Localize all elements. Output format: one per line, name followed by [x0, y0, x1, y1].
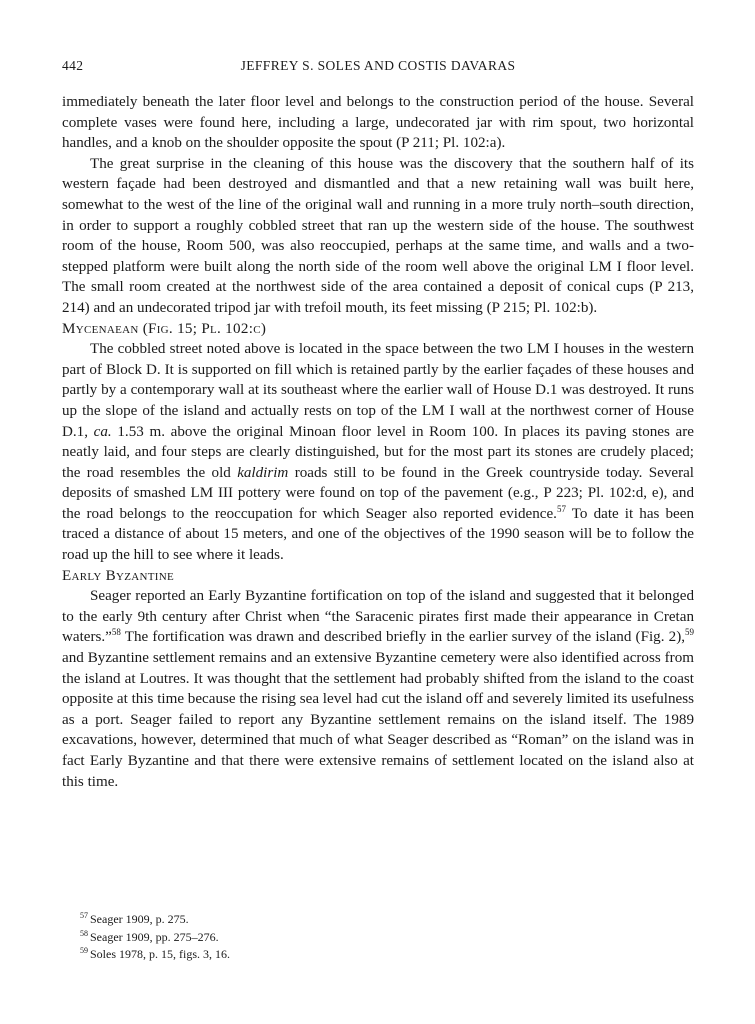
italic-ca: ca.	[93, 423, 112, 440]
footnote-number: 57	[80, 911, 88, 920]
footnote	[80, 929, 640, 947]
footnote-ref-57: 57	[556, 503, 566, 514]
page-header	[62, 58, 694, 78]
paragraph-byzantine	[62, 586, 694, 792]
section-heading-mycenaean: Mycenaean (Fig. 15; Pl. 102:c)	[62, 320, 267, 337]
footnote-text: Seager 1909, pp. 275–276.	[90, 929, 219, 944]
footnote-number: 58	[80, 928, 88, 938]
footnote	[80, 946, 640, 964]
footnote-ref-58: 58	[111, 627, 121, 638]
paragraph-facade: The great surprise in the cleaning of this house was the discovery that the southern half of its western façade had been destroyed and dismantled and that a new retaining wall was built here, somewhat to the west of the line of the original wall and running in a more truly north–south direction, in order to support a roughly cobbled street that ran up the western side of the house. The southwest room of the house, Room 500, was also reoccupied, perhaps at the same time, and walls and a two-stepped platform were built along the north side of the room well above the original LM I floor level. The small room created at the northwest side of the area contained a deposit of conical cups (P 213, 214) and an undecorated tripod jar with trefoil mouth, its feet missing (P 215; Pl. 102:b).	[62, 155, 694, 316]
footnote	[80, 911, 640, 929]
footnote-number: 59	[80, 946, 88, 955]
article-body	[62, 92, 694, 792]
italic-kaldirim: kaldirim	[237, 464, 289, 481]
section-heading-byzantine: Early Byzantine	[62, 567, 174, 584]
text-run: The fortification was drawn and described briefly in the earlier survey of the island (Fig. 2),	[120, 629, 685, 646]
text-run: and Byzantine settlement remains and an extensive Byzantine cemetery were also identified across from the island at Loutres. It was thought that the settlement had probably shifted from the island to the coast opposite at this time because the rising sea level had cut the island off and severely limited its usefulness as a port. Seager failed to report any Byzantine settlement remains on the island itself. The 1989 excavations, however, determined that much of what Seager described as “Roman” on the island was in fact Early Byzantine and that there were extensive remains of settlement located on the island also at this time.	[62, 650, 694, 790]
footnote-ref-59: 59	[685, 627, 694, 638]
text-run: To date it has been traced a distance of about 15 meters, and one of the objectives of the 1990 season will be to follow the road up the hill to see where it leads.	[62, 505, 694, 564]
running-title: JEFFREY S. SOLES AND COSTIS DAVARAS	[240, 58, 516, 73]
text-run: The cobbled street noted above is located in the space between the two LM I houses in the western part of Block D. It is supported on fill which is retained partly by the earlier façades of these houses and partly by a contemporary wall at its southeast where the earlier wall of House D.1 was destroyed. It runs up the slope of the island and actually rests on top of the LM I wall at the northwest corner of House D.1,	[62, 341, 694, 440]
text-run: 1.53 m. above the original Minoan floor level in Room 100. In places its paving stones are neatly laid, and four steps are clearly distinguished, but for the most part its stones are crudely placed; the road resembles the old	[62, 423, 694, 481]
page-number: 442	[62, 58, 84, 73]
footnote-text: Seager 1909, p. 275.	[90, 912, 189, 926]
footnotes	[80, 911, 640, 964]
footnote-text: Soles 1978, p. 15, figs. 3, 16.	[90, 947, 231, 961]
text-run: roads still to be found in the Greek countryside today. Several deposits of smashed LM III pottery were found on top of the pavement (e.g., P 223; Pl. 102:d, e), and the road belongs to the reoccupation for which Seager also reported evidence.	[62, 464, 694, 522]
text-run: Seager reported an Early Byzantine fortification on top of the island and suggested that it belonged to the early 9th century after Christ when “the Saracenic pirates first made their appearance in Cretan waters.”	[62, 588, 694, 646]
paragraph-continued: immediately beneath the later floor level and belongs to the construction period of the house. Several complete vases were found here, including a large, undecorated jar with rim spout, two horizontal handles, and a knob on the shoulder opposite the spout (P 211; Pl. 102:a).	[62, 94, 694, 152]
paragraph-cobbled-street	[62, 339, 694, 566]
